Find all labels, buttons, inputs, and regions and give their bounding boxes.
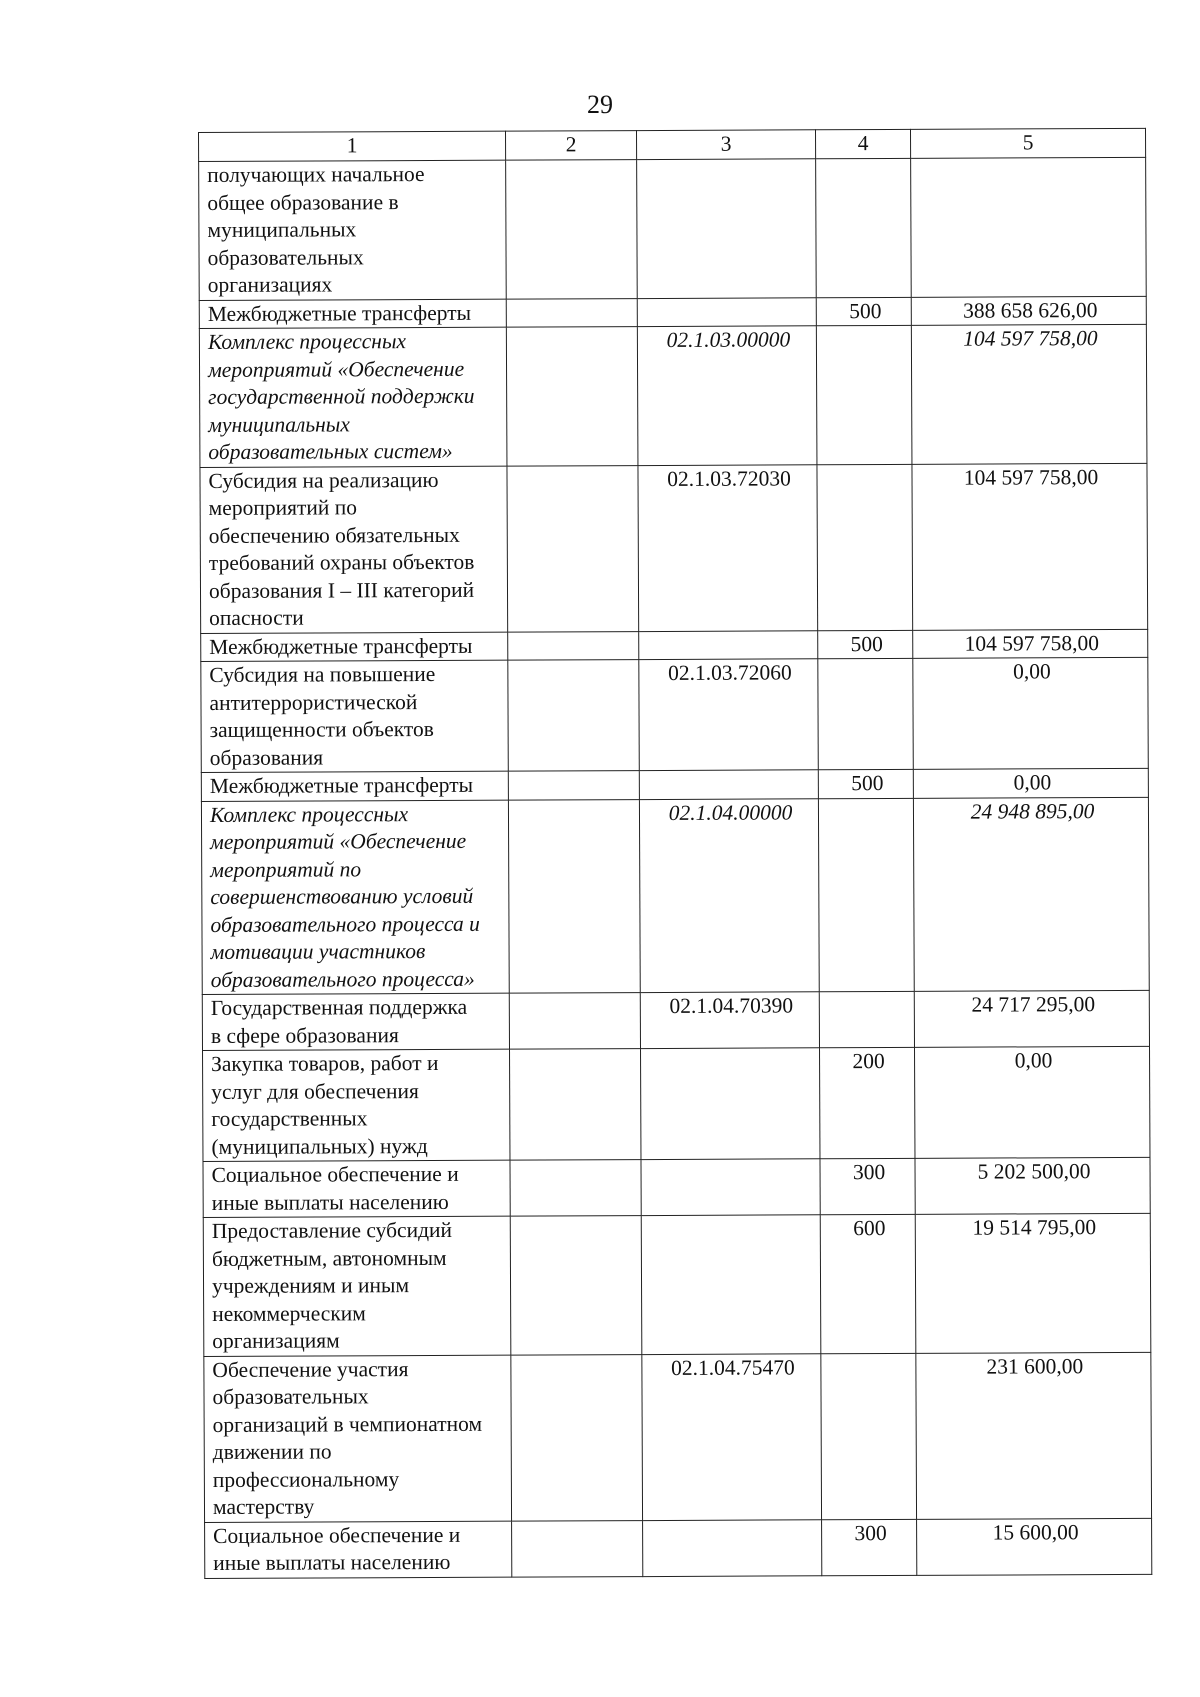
row-name-cell: Предоставление субсидий бюджетным, автономным учреждениям и иным некоммерческим организациям	[203, 1216, 511, 1356]
row-name-cell: Закупка товаров, работ и услуг для обеспечения государственных (муниципальных) нужд	[203, 1049, 510, 1161]
row-type-cell	[816, 158, 912, 297]
row-name-cell: Субсидия на повышение антитеррористической защищенности объектов образования	[201, 660, 508, 772]
row-name-cell: Социальное обеспечение и иные выплаты населению	[205, 1521, 512, 1578]
row-amount-cell: 0,00	[913, 657, 1148, 769]
table-row	[203, 1157, 1150, 1217]
row-code-cell: 02.1.04.70390	[640, 992, 819, 1049]
row-code-cell	[641, 1215, 821, 1354]
column-header-3: 3	[636, 130, 815, 160]
row-code-cell	[639, 630, 818, 659]
table-row	[201, 629, 1148, 662]
row-type-cell	[821, 1353, 917, 1519]
table-row	[199, 296, 1146, 329]
row-col2-cell	[508, 799, 640, 993]
row-amount-cell: 104 597 758,00	[911, 324, 1147, 464]
table-row	[205, 1518, 1152, 1578]
row-type-cell	[818, 658, 913, 769]
row-amount-cell: 15 600,00	[917, 1518, 1152, 1575]
row-amount-cell: 231 600,00	[916, 1352, 1152, 1519]
budget-table-body	[199, 128, 1152, 1578]
row-code-cell: 02.1.04.75470	[642, 1353, 822, 1520]
budget-table	[198, 128, 1152, 1579]
row-code-cell	[637, 297, 816, 326]
table-row	[201, 797, 1149, 995]
row-amount-cell	[911, 157, 1147, 297]
row-name-cell: Социальное обеспечение и иные выплаты населению	[203, 1160, 510, 1217]
row-name-cell: Обеспечение участия образовательных организаций в чемпионатном движении по профессиональному мастерству	[204, 1355, 512, 1522]
row-type-cell: 600	[820, 1214, 916, 1353]
row-name-cell: получающих начальное общее образование в муниципальных образовательных организациях	[199, 160, 507, 300]
row-code-cell: 02.1.03.72030	[638, 464, 818, 631]
row-amount-cell: 0,00	[915, 1046, 1150, 1158]
row-type-cell: 500	[818, 769, 913, 798]
table-row	[204, 1352, 1152, 1522]
row-col2-cell	[508, 631, 639, 660]
row-name-cell: Комплекс процессных мероприятий «Обеспечение мероприятий по совершенствованию условий образовательного процесса и мотивации участников образовательного процесса»	[201, 800, 509, 995]
column-header-1: 1	[199, 131, 506, 161]
table-row	[199, 157, 1147, 300]
row-col2-cell	[510, 1160, 641, 1217]
row-col2-cell	[507, 465, 639, 632]
row-name-cell: Межбюджетные трансферты	[201, 632, 508, 662]
table-row	[203, 1213, 1151, 1356]
table-row	[201, 768, 1148, 801]
row-code-cell	[641, 1159, 820, 1216]
row-name-cell: Субсидия на реализацию мероприятий по обеспечению обязательных требований охраны объектов образования I – III категорий опасности	[200, 466, 508, 633]
column-header-2: 2	[505, 131, 636, 161]
row-col2-cell	[506, 160, 638, 299]
row-code-cell: 02.1.03.72060	[639, 659, 818, 771]
table-row	[203, 1046, 1150, 1161]
page-number: 29	[587, 90, 613, 119]
table-row	[201, 657, 1148, 772]
row-col2-cell	[509, 993, 640, 1050]
row-name-cell: Комплекс процессных мероприятий «Обеспечение государственной поддержки муниципальных образовательных систем»	[199, 327, 507, 467]
row-amount-cell: 19 514 795,00	[915, 1213, 1151, 1353]
row-col2-cell	[508, 771, 639, 800]
row-col2-cell	[511, 1354, 643, 1521]
row-code-cell	[641, 1048, 820, 1160]
row-type-cell	[818, 798, 914, 992]
column-header-5: 5	[910, 128, 1145, 158]
row-amount-cell: 104 597 758,00	[913, 629, 1148, 659]
row-code-cell: 02.1.03.00000	[637, 326, 817, 465]
row-amount-cell: 104 597 758,00	[912, 463, 1148, 630]
column-number-header	[199, 128, 1146, 161]
row-code-cell	[637, 159, 817, 298]
row-amount-cell: 5 202 500,00	[915, 1157, 1150, 1214]
row-col2-cell	[506, 298, 637, 327]
row-type-cell	[819, 991, 914, 1047]
row-amount-cell: 24 717 295,00	[914, 990, 1149, 1047]
table-row	[199, 324, 1147, 467]
row-col2-cell	[512, 1520, 643, 1577]
row-code-cell: 02.1.04.00000	[639, 798, 819, 992]
table-row	[202, 990, 1149, 1050]
row-type-cell: 300	[820, 1158, 915, 1214]
row-col2-cell	[508, 660, 639, 772]
row-type-cell: 200	[820, 1047, 915, 1158]
row-amount-cell: 388 658 626,00	[911, 296, 1146, 326]
table-row	[200, 463, 1148, 633]
column-header-4: 4	[815, 129, 910, 158]
row-code-cell	[639, 770, 818, 799]
row-col2-cell	[510, 1216, 642, 1355]
row-code-cell	[643, 1519, 822, 1576]
row-type-cell	[816, 325, 912, 464]
row-col2-cell	[506, 327, 638, 466]
row-type-cell	[817, 464, 913, 630]
row-name-cell: Государственная поддержка в сфере образования	[202, 993, 509, 1050]
row-name-cell: Межбюджетные трансферты	[201, 771, 508, 801]
row-amount-cell: 24 948 895,00	[913, 797, 1149, 992]
row-type-cell: 500	[816, 297, 911, 326]
row-amount-cell: 0,00	[913, 768, 1148, 798]
row-type-cell: 300	[822, 1519, 917, 1575]
row-type-cell: 500	[818, 630, 913, 659]
row-col2-cell	[510, 1049, 641, 1161]
row-name-cell: Межбюджетные трансферты	[199, 299, 506, 329]
